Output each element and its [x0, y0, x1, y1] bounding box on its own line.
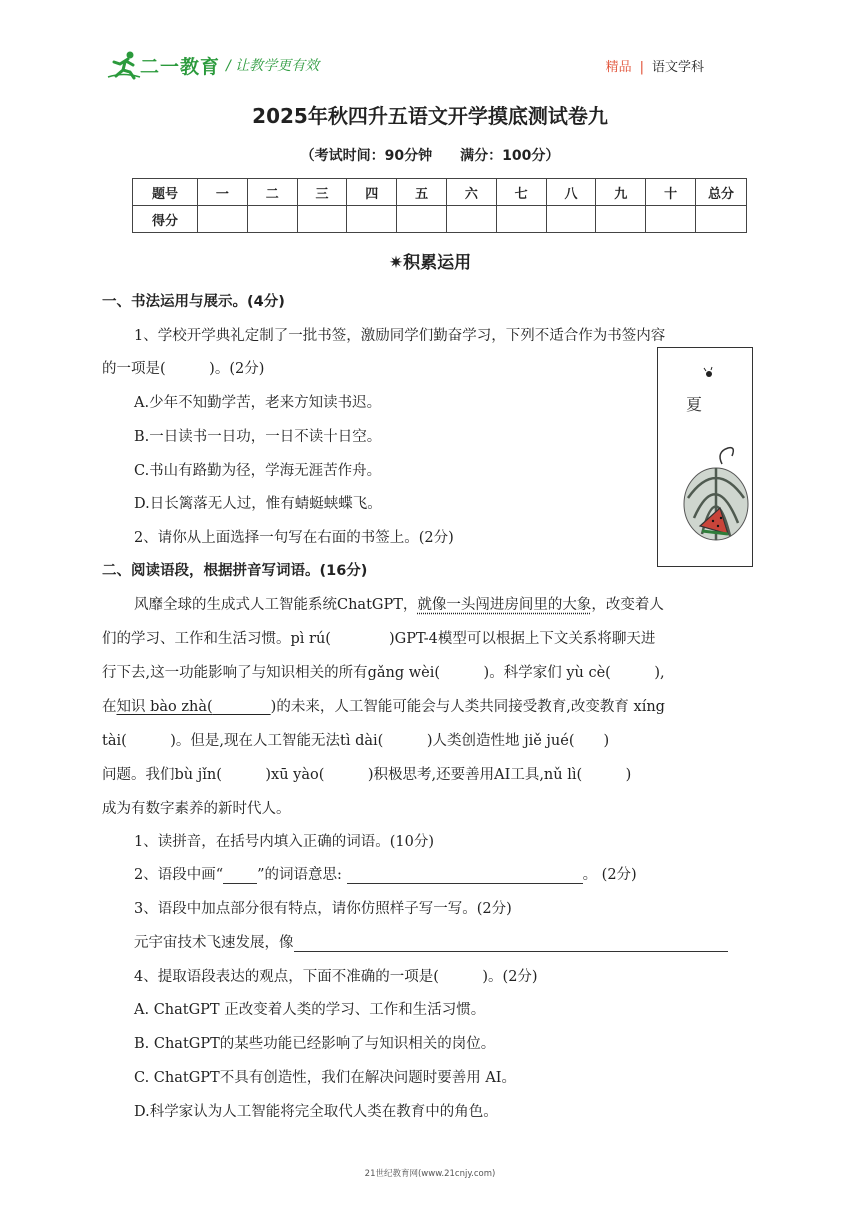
page-title: 2025年秋四升五语文开学摸底测试卷九	[252, 104, 608, 128]
table-cell: 六	[446, 179, 496, 206]
logo-text: 二一教育	[140, 56, 221, 78]
passage-line2: 们的学习、工作和生活习惯。pì rú( )GPT-4模型可以根据上下文关系将聊天进	[102, 631, 656, 647]
underlined-text: 知识 bào zhà(	[116, 699, 213, 715]
table-cell: 总分	[696, 179, 747, 206]
table-cell: 三	[297, 179, 347, 206]
score-cell[interactable]	[397, 206, 447, 233]
q4-option-b: B. ChatGPT的某些功能已经影响了与知识相关的岗位。	[134, 1036, 496, 1052]
table-cell: 九	[596, 179, 646, 206]
score-cell[interactable]	[247, 206, 297, 233]
q2-text: 。 (2分)	[582, 867, 637, 883]
passage-text: 风靡全球的生成式人工智能系统ChatGPT，	[134, 597, 418, 613]
p2-q3-prompt	[134, 931, 728, 952]
q2-text: 2、语段中画“	[134, 867, 224, 883]
bookmark-char: 夏	[686, 395, 703, 414]
passage-text: )的未来，人工智能可能会与人类共同接受教育,改变教育 xíng	[270, 699, 665, 715]
score-cell[interactable]	[546, 206, 596, 233]
passage-text: 在	[102, 699, 117, 715]
p2-q1: 1、读拼音，在括号内填入正确的词语。(10分)	[134, 834, 434, 850]
option-a: A.少年不知勤学苦，老来方知读书迟。	[134, 395, 382, 411]
footer: 21世纪教育网(www.21cnjy.com)	[364, 1169, 496, 1179]
passage-line6: 问题。我们bù jǐn( )xū yào( )积极思考,还要善用AI工具,nǔ lì( )	[102, 767, 632, 783]
q3-prompt-text: 元宇宙技术飞速发展，像	[134, 935, 294, 951]
passage-line5: tài( )。但是,现在人工智能无法tì dài( )人类创造性地 jiě jué( )	[102, 733, 610, 749]
q4-option-a: A. ChatGPT 正改变着人类的学习、工作和生活习惯。	[134, 1002, 486, 1018]
q4-option-d: D.科学家认为人工智能将完全取代人类在教育中的角色。	[134, 1104, 498, 1120]
section-heading: ✷积累运用	[388, 253, 472, 273]
watermelon-illustration	[658, 348, 752, 566]
header-tags	[606, 56, 704, 75]
score-cell[interactable]	[696, 206, 747, 233]
dotted-phrase: 就像一头闯进房间里的大象	[417, 597, 592, 613]
table-cell: 得分	[133, 206, 198, 233]
q1-line2: 的一项是( )。(2分)	[102, 361, 265, 377]
table-cell: 七	[496, 179, 546, 206]
passage-line3: 行下去,这一功能影响了与知识相关的所有gǎng wèi( )。科学家们 yù cè( ),	[102, 665, 665, 681]
p2-q3: 3、语段中加点部分很有特点，请你仿照样子写一写。(2分)	[134, 901, 512, 917]
score-cell[interactable]	[646, 206, 696, 233]
option-b: B.一日读书一日功，一日不读十日空。	[134, 429, 382, 445]
table-cell: 一	[198, 179, 248, 206]
table-cell: 十	[646, 179, 696, 206]
q2-text: ”的词语意思:	[257, 867, 342, 883]
underline-sample	[223, 867, 257, 884]
part2-heading: 二、阅读语段，根据拼音写词语。(16分)	[102, 563, 368, 579]
score-table	[132, 178, 747, 233]
option-c: C.书山有路勤为径，学海无涯苦作舟。	[134, 463, 382, 479]
slogan: / 让教学更有效	[226, 58, 320, 74]
table-cell: 四	[347, 179, 397, 206]
answer-blank[interactable]	[294, 935, 728, 952]
score-cell[interactable]	[347, 206, 397, 233]
table-cell: 八	[546, 179, 596, 206]
score-cell[interactable]	[297, 206, 347, 233]
option-d: D.日长篱落无人过，惟有蜻蜓蛱蝶飞。	[134, 496, 382, 512]
quality-tag: 精品	[605, 60, 632, 75]
bookmark-image[interactable]	[657, 347, 753, 567]
q2-line: 2、请你从上面选择一句写在右面的书签上。(2分)	[134, 530, 454, 546]
p2-q2	[134, 863, 637, 884]
score-cell[interactable]	[446, 206, 496, 233]
score-table-header-row	[133, 179, 747, 206]
score-table-score-row	[133, 206, 747, 233]
passage-line7: 成为有数字素养的新时代人。	[102, 801, 291, 817]
table-cell: 二	[247, 179, 297, 206]
score-cell[interactable]	[596, 206, 646, 233]
exam-info: （考试时间：90分钟 满分：100分）	[300, 148, 560, 164]
p2-q4: 4、提取语段表达的观点，下面不准确的一项是( )。(2分)	[134, 969, 538, 985]
underlined-phrase	[117, 699, 271, 715]
passage-line4	[102, 695, 665, 716]
q1-line1: 1、学校开学典礼定制了一批书签，激励同学们勤奋学习，下列不适合作为书签内容	[134, 328, 666, 344]
divider: |	[639, 60, 644, 75]
logo-runner-icon	[106, 50, 142, 80]
answer-blank[interactable]	[347, 867, 583, 884]
passage-text: ，改变着人	[591, 597, 664, 613]
subject-tag: 语文学科	[651, 60, 704, 75]
score-cell[interactable]	[198, 206, 248, 233]
score-cell[interactable]	[496, 206, 546, 233]
table-cell: 题号	[133, 179, 198, 206]
passage-line1	[134, 593, 664, 614]
table-cell: 五	[397, 179, 447, 206]
q4-option-c: C. ChatGPT不具有创造性，我们在解决问题时要善用 AI。	[134, 1070, 517, 1086]
part1-heading: 一、书法运用与展示。(4分)	[102, 294, 285, 310]
